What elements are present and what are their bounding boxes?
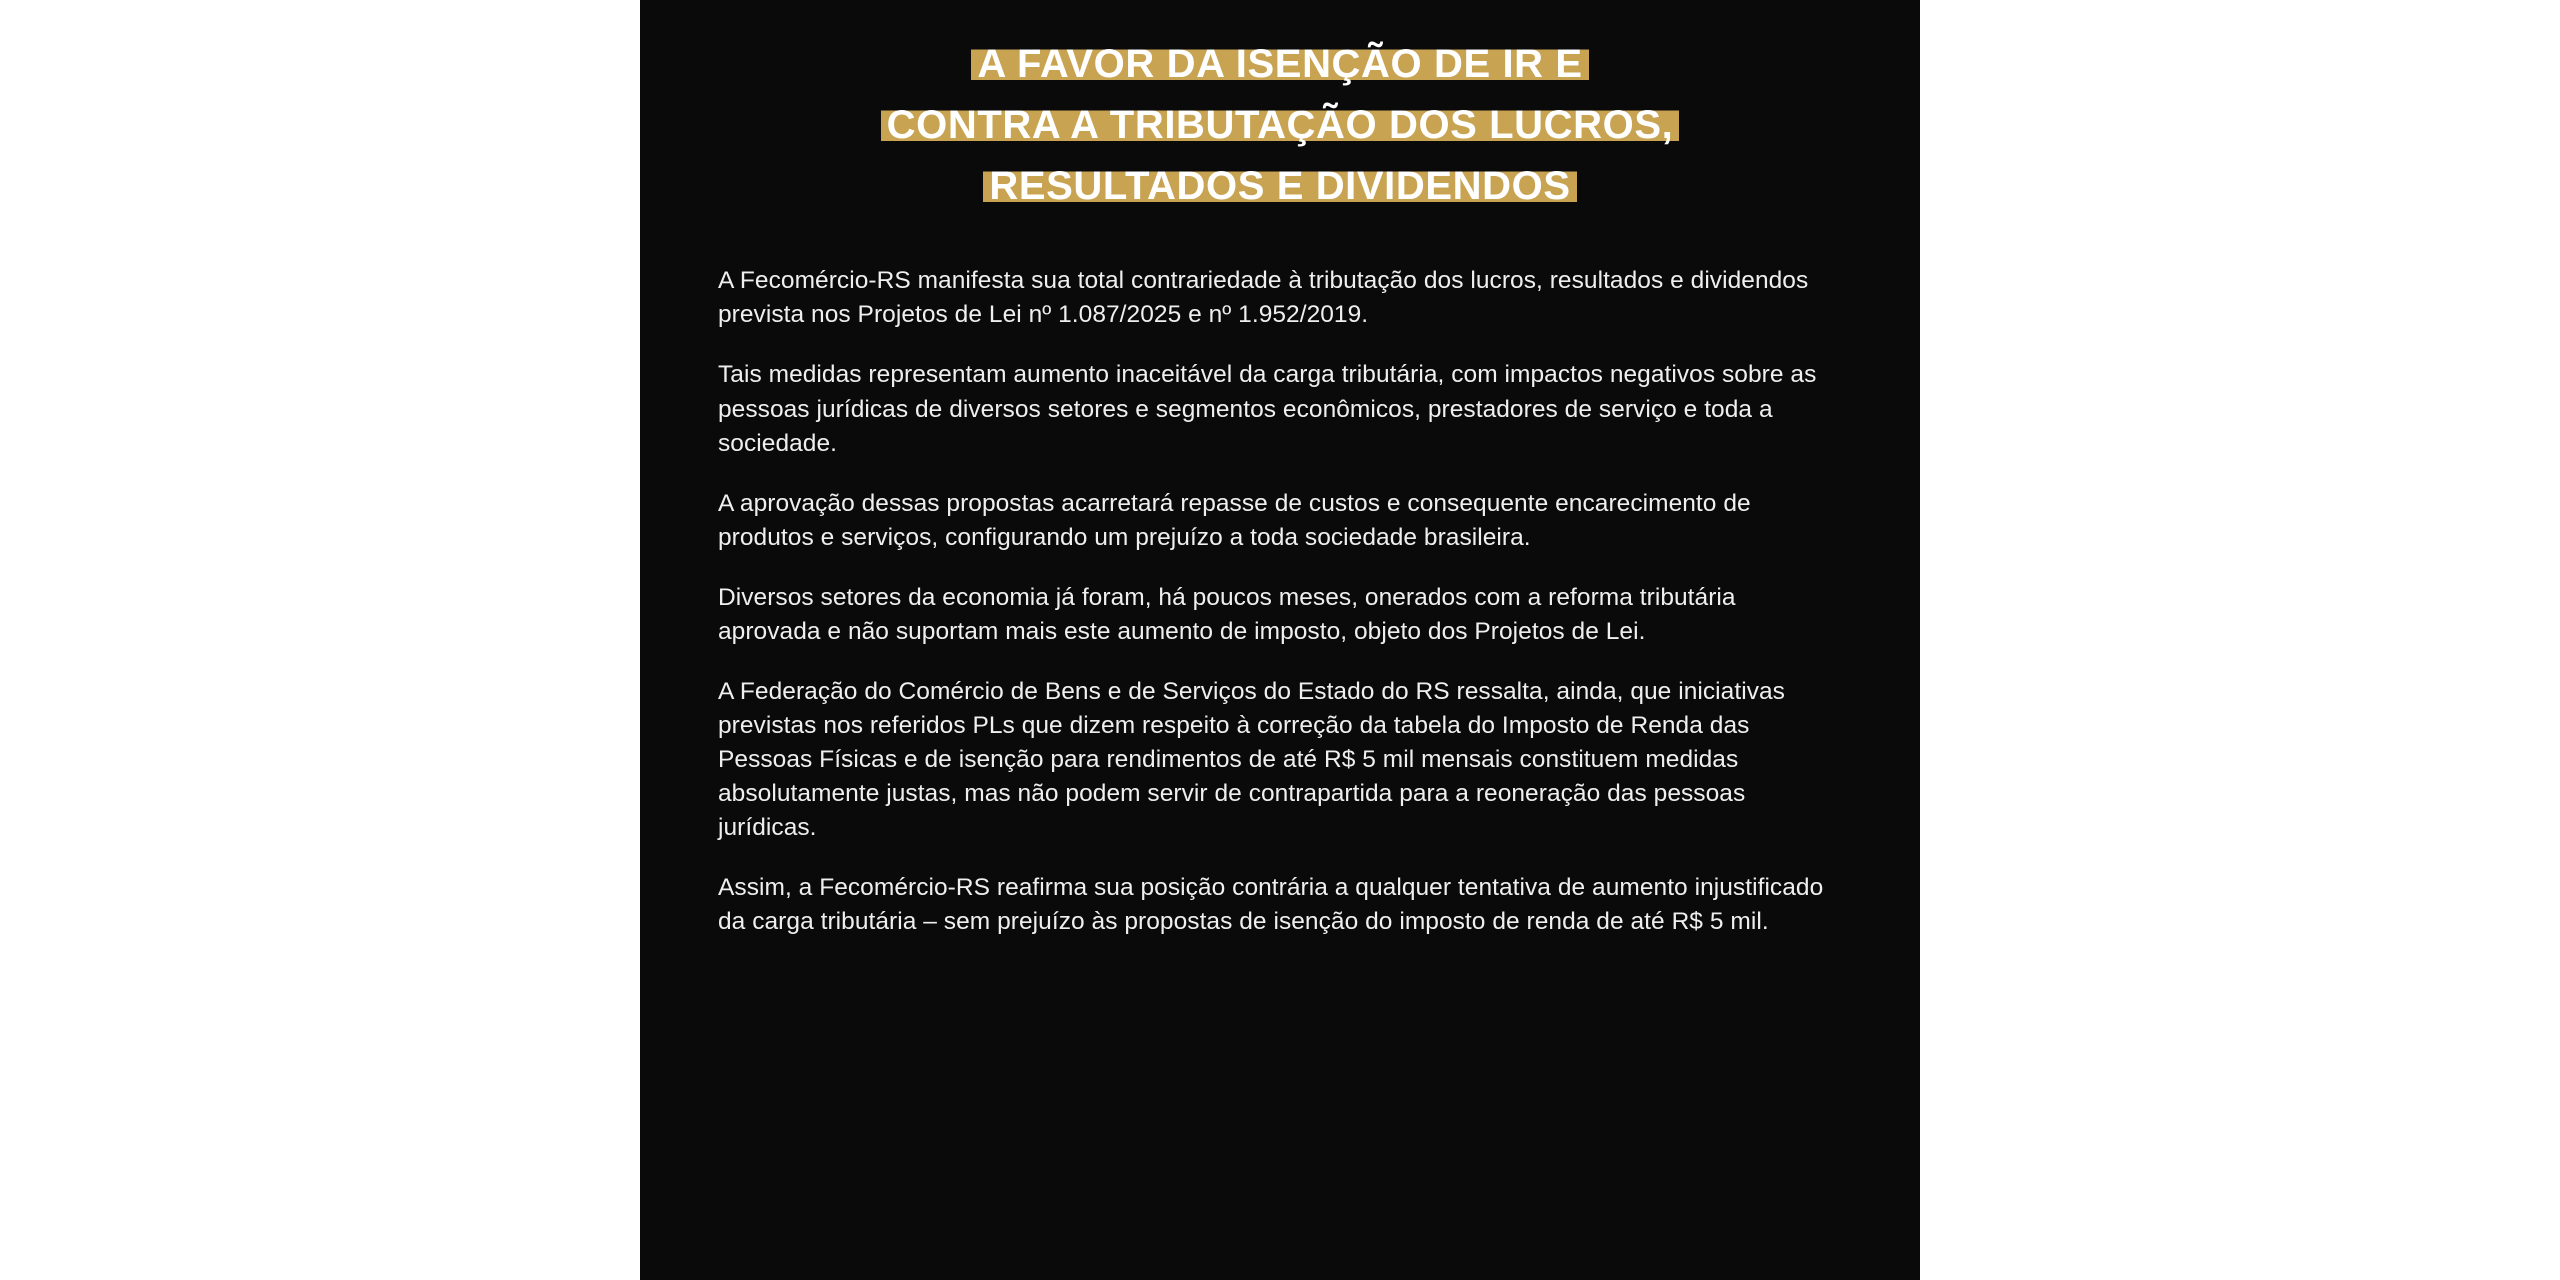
paragraph: A Federação do Comércio de Bens e de Serviços do Estado do RS ressalta, ainda, que iniciativas previstas nos referidos PLs que dizem respeito à correção da tabela do Imposto de Renda das Pessoas Físicas e de isenção para rendimentos de até R$ 5 mil mensais constituem medidas absolutamente justas, mas não podem servir de contrapartida para a reoneração das pessoas jurídicas. [718, 677, 1785, 841]
title-line-1-text: A FAVOR DA ISENÇÃO DE IR E [971, 42, 1588, 86]
paragraph: Diversos setores da economia já foram, há poucos meses, onerados com a reforma tributária aprovada e não suportam mais este aumento de imposto, objeto dos Projetos de Lei. [718, 583, 1736, 645]
paragraph: Assim, a Fecomércio-RS reafirma sua posição contrária a qualquer tentativa de aumento injustificado da carga tributária – sem prejuízo às propostas de isenção do imposto de renda de até R$ 5 mil. [718, 874, 1824, 936]
paragraph: Tais medidas representam aumento inaceitável da carga tributária, com impactos negativos sobre as pessoas jurídicas de diversos setores e segmentos econômicos, prestadores de serviço e toda a sociedade. [718, 361, 1817, 457]
title-line-3-text: RESULTADOS E DIVIDENDOS [983, 164, 1576, 208]
paragraph: A aprovação dessas propostas acarretará repasse de custos e consequente encarecimento de produtos e serviços, configurando um prejuízo a toda sociedade brasileira. [718, 489, 1751, 551]
title-line-1 [640, 34, 1920, 95]
title-line-3 [640, 156, 1920, 217]
paragraph: A Fecomércio-RS manifesta sua total contrariedade à tributação dos lucros, resultados e dividendos prevista nos Projetos de Lei nº 1.087/2025 e nº 1.952/2019. [718, 267, 1809, 329]
title-line-2 [640, 95, 1920, 156]
page-title [640, 0, 1920, 216]
statement-card [640, 0, 1920, 1280]
title-line-2-text: CONTRA A TRIBUTAÇÃO DOS LUCROS, [881, 103, 1680, 147]
statement-body [640, 264, 1920, 939]
